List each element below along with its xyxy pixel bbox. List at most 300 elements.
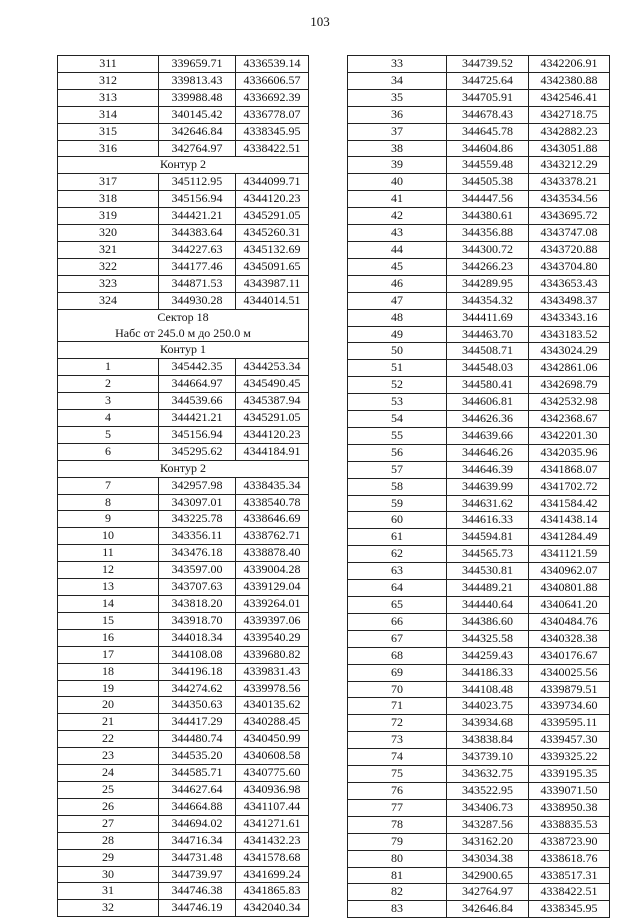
x-coordinate-cell: 343739.10 xyxy=(447,749,529,766)
table-row xyxy=(348,580,610,597)
coordinates-table-left xyxy=(57,55,309,917)
point-number-cell: 79 xyxy=(348,833,447,850)
table-row xyxy=(348,157,610,174)
point-number-cell: 24 xyxy=(58,765,159,782)
point-number-cell: 76 xyxy=(348,782,447,799)
y-coordinate-cell: 4343183.52 xyxy=(529,326,610,343)
x-coordinate-cell: 344646.39 xyxy=(447,461,529,478)
point-number-cell: 80 xyxy=(348,850,447,867)
y-coordinate-cell: 4336606.57 xyxy=(236,72,309,89)
x-coordinate-cell: 344421.21 xyxy=(159,208,236,225)
table-row xyxy=(348,123,610,140)
table-row xyxy=(348,444,610,461)
x-coordinate-cell: 344380.61 xyxy=(447,208,529,225)
x-coordinate-cell: 344018.34 xyxy=(159,629,236,646)
table-row xyxy=(348,630,610,647)
table-row xyxy=(348,495,610,512)
section-heading: Набс от 245.0 м до 250.0 м xyxy=(58,326,309,342)
table-row xyxy=(58,106,309,123)
table-row xyxy=(58,900,309,917)
point-number-cell: 70 xyxy=(348,681,447,698)
table-row xyxy=(58,663,309,680)
table-row xyxy=(348,377,610,394)
table-row xyxy=(348,766,610,783)
x-coordinate-cell: 344626.36 xyxy=(447,411,529,428)
x-coordinate-cell: 339988.48 xyxy=(159,89,236,106)
table-row xyxy=(58,866,309,883)
point-number-cell: 39 xyxy=(348,157,447,174)
y-coordinate-cell: 4343987.11 xyxy=(236,275,309,292)
y-coordinate-cell: 4338517.31 xyxy=(529,867,610,884)
y-coordinate-cell: 4341438.14 xyxy=(529,512,610,529)
point-number-cell: 48 xyxy=(348,309,447,326)
table-row xyxy=(348,191,610,208)
x-coordinate-cell: 344530.81 xyxy=(447,563,529,580)
point-number-cell: 8 xyxy=(58,494,159,511)
y-coordinate-cell: 4341432.23 xyxy=(236,832,309,849)
y-coordinate-cell: 4340936.98 xyxy=(236,781,309,798)
y-coordinate-cell: 4344253.34 xyxy=(236,359,309,376)
table-row xyxy=(58,140,309,157)
x-coordinate-cell: 342646.84 xyxy=(159,123,236,140)
y-coordinate-cell: 4338835.53 xyxy=(529,816,610,833)
point-number-cell: 58 xyxy=(348,478,447,495)
y-coordinate-cell: 4336778.07 xyxy=(236,106,309,123)
table-row xyxy=(348,258,610,275)
table-row xyxy=(58,697,309,714)
y-coordinate-cell: 4338723.90 xyxy=(529,833,610,850)
y-coordinate-cell: 4343378.21 xyxy=(529,174,610,191)
table-row xyxy=(348,884,610,901)
y-coordinate-cell: 4345091.65 xyxy=(236,258,309,275)
y-coordinate-cell: 4338762.71 xyxy=(236,528,309,545)
y-coordinate-cell: 4342546.41 xyxy=(529,89,610,106)
y-coordinate-cell: 4343212.29 xyxy=(529,157,610,174)
point-number-cell: 314 xyxy=(58,106,159,123)
table-row xyxy=(58,410,309,427)
x-coordinate-cell: 343287.56 xyxy=(447,816,529,833)
point-number-cell: 60 xyxy=(348,512,447,529)
y-coordinate-cell: 4343695.72 xyxy=(529,208,610,225)
x-coordinate-cell: 344616.33 xyxy=(447,512,529,529)
point-number-cell: 320 xyxy=(58,225,159,242)
x-coordinate-cell: 344631.62 xyxy=(447,495,529,512)
table-row xyxy=(348,174,610,191)
x-coordinate-cell: 344108.08 xyxy=(159,646,236,663)
point-number-cell: 74 xyxy=(348,749,447,766)
point-number-cell: 82 xyxy=(348,884,447,901)
point-number-cell: 51 xyxy=(348,360,447,377)
point-number-cell: 44 xyxy=(348,241,447,258)
table-row xyxy=(348,833,610,850)
point-number-cell: 67 xyxy=(348,630,447,647)
point-number-cell: 29 xyxy=(58,849,159,866)
table-row xyxy=(348,867,610,884)
y-coordinate-cell: 4341107.44 xyxy=(236,798,309,815)
table-row xyxy=(348,546,610,563)
x-coordinate-cell: 343225.78 xyxy=(159,511,236,528)
table-row xyxy=(58,596,309,613)
y-coordinate-cell: 4344120.23 xyxy=(236,426,309,443)
x-coordinate-cell: 344386.60 xyxy=(447,613,529,630)
table-row xyxy=(58,123,309,140)
x-coordinate-cell: 344440.64 xyxy=(447,597,529,614)
table-row xyxy=(348,850,610,867)
table-row xyxy=(348,613,610,630)
x-coordinate-cell: 343476.18 xyxy=(159,545,236,562)
x-coordinate-cell: 344489.21 xyxy=(447,580,529,597)
point-number-cell: 41 xyxy=(348,191,447,208)
x-coordinate-cell: 344678.43 xyxy=(447,106,529,123)
point-number-cell: 56 xyxy=(348,444,447,461)
table-row xyxy=(348,461,610,478)
point-number-cell: 81 xyxy=(348,867,447,884)
y-coordinate-cell: 4341284.49 xyxy=(529,529,610,546)
y-coordinate-cell: 4343343.16 xyxy=(529,309,610,326)
table-row xyxy=(348,749,610,766)
point-number-cell: 324 xyxy=(58,292,159,309)
section-heading-row xyxy=(58,460,309,477)
y-coordinate-cell: 4340328.38 xyxy=(529,630,610,647)
section-heading-row xyxy=(58,309,309,325)
table-row xyxy=(348,512,610,529)
point-number-cell: 54 xyxy=(348,411,447,428)
x-coordinate-cell: 345156.94 xyxy=(159,426,236,443)
y-coordinate-cell: 4340176.67 xyxy=(529,647,610,664)
section-heading-row xyxy=(58,342,309,359)
point-number-cell: 36 xyxy=(348,106,447,123)
point-number-cell: 317 xyxy=(58,174,159,191)
point-number-cell: 42 xyxy=(348,208,447,225)
y-coordinate-cell: 4343498.37 xyxy=(529,292,610,309)
point-number-cell: 63 xyxy=(348,563,447,580)
point-number-cell: 20 xyxy=(58,697,159,714)
y-coordinate-cell: 4339397.06 xyxy=(236,612,309,629)
point-number-cell: 65 xyxy=(348,597,447,614)
table-row xyxy=(58,359,309,376)
x-coordinate-cell: 344606.81 xyxy=(447,394,529,411)
y-coordinate-cell: 4341699.24 xyxy=(236,866,309,883)
y-coordinate-cell: 4338422.51 xyxy=(529,884,610,901)
x-coordinate-cell: 342764.97 xyxy=(159,140,236,157)
table-row xyxy=(58,275,309,292)
section-heading-row xyxy=(58,326,309,342)
point-number-cell: 321 xyxy=(58,241,159,258)
y-coordinate-cell: 4338435.34 xyxy=(236,477,309,494)
table-row xyxy=(58,832,309,849)
x-coordinate-cell: 344417.29 xyxy=(159,714,236,731)
y-coordinate-cell: 4343747.08 xyxy=(529,225,610,242)
x-coordinate-cell: 344565.73 xyxy=(447,546,529,563)
point-number-cell: 323 xyxy=(58,275,159,292)
point-number-cell: 35 xyxy=(348,89,447,106)
table-row xyxy=(348,106,610,123)
x-coordinate-cell: 344227.63 xyxy=(159,241,236,258)
point-number-cell: 313 xyxy=(58,89,159,106)
x-coordinate-cell: 343818.20 xyxy=(159,596,236,613)
table-row xyxy=(348,241,610,258)
point-number-cell: 1 xyxy=(58,359,159,376)
y-coordinate-cell: 4338422.51 xyxy=(236,140,309,157)
y-coordinate-cell: 4342532.98 xyxy=(529,394,610,411)
x-coordinate-cell: 344559.48 xyxy=(447,157,529,174)
table-row xyxy=(58,191,309,208)
point-number-cell: 57 xyxy=(348,461,447,478)
y-coordinate-cell: 4340962.07 xyxy=(529,563,610,580)
table-row xyxy=(348,647,610,664)
table-row xyxy=(348,698,610,715)
table-row xyxy=(348,394,610,411)
y-coordinate-cell: 4344184.91 xyxy=(236,443,309,460)
table-row xyxy=(58,208,309,225)
y-coordinate-cell: 4339071.50 xyxy=(529,782,610,799)
y-coordinate-cell: 4341584.42 xyxy=(529,495,610,512)
x-coordinate-cell: 344716.34 xyxy=(159,832,236,849)
table-row xyxy=(58,612,309,629)
table-row xyxy=(348,343,610,360)
point-number-cell: 50 xyxy=(348,343,447,360)
table-row xyxy=(58,376,309,393)
x-coordinate-cell: 344266.23 xyxy=(447,258,529,275)
table-row xyxy=(58,225,309,242)
y-coordinate-cell: 4341578.68 xyxy=(236,849,309,866)
table-row xyxy=(58,579,309,596)
x-coordinate-cell: 344289.95 xyxy=(447,275,529,292)
x-coordinate-cell: 345442.35 xyxy=(159,359,236,376)
section-heading: Контур 2 xyxy=(58,157,309,174)
point-number-cell: 78 xyxy=(348,816,447,833)
table-row xyxy=(58,494,309,511)
x-coordinate-cell: 345295.62 xyxy=(159,443,236,460)
table-row xyxy=(58,629,309,646)
x-coordinate-cell: 344447.56 xyxy=(447,191,529,208)
y-coordinate-cell: 4342206.91 xyxy=(529,56,610,73)
y-coordinate-cell: 4345291.05 xyxy=(236,410,309,427)
table-row xyxy=(58,680,309,697)
point-number-cell: 3 xyxy=(58,393,159,410)
point-number-cell: 69 xyxy=(348,664,447,681)
point-number-cell: 75 xyxy=(348,766,447,783)
y-coordinate-cell: 4344120.23 xyxy=(236,191,309,208)
point-number-cell: 34 xyxy=(348,72,447,89)
point-number-cell: 52 xyxy=(348,377,447,394)
table-row xyxy=(58,646,309,663)
point-number-cell: 4 xyxy=(58,410,159,427)
y-coordinate-cell: 4342040.34 xyxy=(236,900,309,917)
y-coordinate-cell: 4345490.45 xyxy=(236,376,309,393)
y-coordinate-cell: 4345260.31 xyxy=(236,225,309,242)
y-coordinate-cell: 4343534.56 xyxy=(529,191,610,208)
point-number-cell: 47 xyxy=(348,292,447,309)
x-coordinate-cell: 344746.19 xyxy=(159,900,236,917)
x-coordinate-cell: 344535.20 xyxy=(159,748,236,765)
table-row xyxy=(348,478,610,495)
table-row xyxy=(348,901,610,918)
point-number-cell: 6 xyxy=(58,443,159,460)
table-row xyxy=(348,140,610,157)
y-coordinate-cell: 4339325.22 xyxy=(529,749,610,766)
x-coordinate-cell: 344739.52 xyxy=(447,56,529,73)
x-coordinate-cell: 344639.66 xyxy=(447,427,529,444)
point-number-cell: 27 xyxy=(58,815,159,832)
table-row xyxy=(58,477,309,494)
x-coordinate-cell: 340145.42 xyxy=(159,106,236,123)
x-coordinate-cell: 344383.64 xyxy=(159,225,236,242)
x-coordinate-cell: 344508.71 xyxy=(447,343,529,360)
x-coordinate-cell: 343838.84 xyxy=(447,732,529,749)
y-coordinate-cell: 4340450.99 xyxy=(236,731,309,748)
x-coordinate-cell: 342900.65 xyxy=(447,867,529,884)
y-coordinate-cell: 4340135.62 xyxy=(236,697,309,714)
coordinates-table-right xyxy=(347,55,610,918)
y-coordinate-cell: 4344099.71 xyxy=(236,174,309,191)
x-coordinate-cell: 345156.94 xyxy=(159,191,236,208)
table-row xyxy=(348,782,610,799)
table-row xyxy=(58,562,309,579)
x-coordinate-cell: 344259.43 xyxy=(447,647,529,664)
y-coordinate-cell: 4340641.20 xyxy=(529,597,610,614)
table-row xyxy=(348,72,610,89)
x-coordinate-cell: 344664.97 xyxy=(159,376,236,393)
section-heading: Контур 2 xyxy=(58,460,309,477)
y-coordinate-cell: 4338646.69 xyxy=(236,511,309,528)
table-row xyxy=(58,883,309,900)
y-coordinate-cell: 4339978.56 xyxy=(236,680,309,697)
x-coordinate-cell: 344186.33 xyxy=(447,664,529,681)
x-coordinate-cell: 343097.01 xyxy=(159,494,236,511)
y-coordinate-cell: 4340608.58 xyxy=(236,748,309,765)
point-number-cell: 9 xyxy=(58,511,159,528)
x-coordinate-cell: 344645.78 xyxy=(447,123,529,140)
x-coordinate-cell: 343918.70 xyxy=(159,612,236,629)
x-coordinate-cell: 344705.91 xyxy=(447,89,529,106)
point-number-cell: 72 xyxy=(348,715,447,732)
y-coordinate-cell: 4339734.60 xyxy=(529,698,610,715)
y-coordinate-cell: 4341868.07 xyxy=(529,461,610,478)
y-coordinate-cell: 4339129.04 xyxy=(236,579,309,596)
point-number-cell: 62 xyxy=(348,546,447,563)
point-number-cell: 312 xyxy=(58,72,159,89)
x-coordinate-cell: 344421.21 xyxy=(159,410,236,427)
y-coordinate-cell: 4339879.51 xyxy=(529,681,610,698)
table-row xyxy=(58,241,309,258)
y-coordinate-cell: 4342861.06 xyxy=(529,360,610,377)
table-row xyxy=(58,765,309,782)
table-row xyxy=(58,748,309,765)
x-coordinate-cell: 343034.38 xyxy=(447,850,529,867)
point-number-cell: 7 xyxy=(58,477,159,494)
point-number-cell: 71 xyxy=(348,698,447,715)
table-row xyxy=(348,681,610,698)
y-coordinate-cell: 4341271.61 xyxy=(236,815,309,832)
x-coordinate-cell: 343934.68 xyxy=(447,715,529,732)
table-row xyxy=(58,72,309,89)
table-row xyxy=(348,326,610,343)
x-coordinate-cell: 344604.86 xyxy=(447,140,529,157)
y-coordinate-cell: 4340484.76 xyxy=(529,613,610,630)
point-number-cell: 38 xyxy=(348,140,447,157)
x-coordinate-cell: 344274.62 xyxy=(159,680,236,697)
y-coordinate-cell: 4343024.29 xyxy=(529,343,610,360)
y-coordinate-cell: 4339195.35 xyxy=(529,766,610,783)
x-coordinate-cell: 344580.41 xyxy=(447,377,529,394)
table-row xyxy=(348,816,610,833)
point-number-cell: 25 xyxy=(58,781,159,798)
point-number-cell: 322 xyxy=(58,258,159,275)
table-row xyxy=(348,715,610,732)
page-number: 103 xyxy=(310,14,330,29)
table-row xyxy=(348,427,610,444)
table-row xyxy=(58,426,309,443)
point-number-cell: 66 xyxy=(348,613,447,630)
x-coordinate-cell: 344196.18 xyxy=(159,663,236,680)
table-row xyxy=(58,393,309,410)
point-number-cell: 311 xyxy=(58,56,159,73)
table-row xyxy=(348,411,610,428)
x-coordinate-cell: 344627.64 xyxy=(159,781,236,798)
section-heading-row xyxy=(58,157,309,174)
y-coordinate-cell: 4343653.43 xyxy=(529,275,610,292)
point-number-cell: 11 xyxy=(58,545,159,562)
table-row xyxy=(58,292,309,309)
x-coordinate-cell: 344108.48 xyxy=(447,681,529,698)
x-coordinate-cell: 344356.88 xyxy=(447,225,529,242)
y-coordinate-cell: 4339004.28 xyxy=(236,562,309,579)
point-number-cell: 13 xyxy=(58,579,159,596)
y-coordinate-cell: 4338540.78 xyxy=(236,494,309,511)
section-heading: Сектор 18 xyxy=(58,309,309,325)
point-number-cell: 14 xyxy=(58,596,159,613)
point-number-cell: 77 xyxy=(348,799,447,816)
y-coordinate-cell: 4345387.94 xyxy=(236,393,309,410)
table-row xyxy=(58,56,309,73)
table-row xyxy=(58,258,309,275)
x-coordinate-cell: 344505.38 xyxy=(447,174,529,191)
y-coordinate-cell: 4340801.88 xyxy=(529,580,610,597)
y-coordinate-cell: 4342380.88 xyxy=(529,72,610,89)
y-coordinate-cell: 4341702.72 xyxy=(529,478,610,495)
table-row xyxy=(348,275,610,292)
y-coordinate-cell: 4341121.59 xyxy=(529,546,610,563)
y-coordinate-cell: 4339457.30 xyxy=(529,732,610,749)
table-row xyxy=(58,511,309,528)
point-number-cell: 316 xyxy=(58,140,159,157)
y-coordinate-cell: 4342201.30 xyxy=(529,427,610,444)
x-coordinate-cell: 344664.88 xyxy=(159,798,236,815)
x-coordinate-cell: 342764.97 xyxy=(447,884,529,901)
table-row xyxy=(348,597,610,614)
x-coordinate-cell: 344480.74 xyxy=(159,731,236,748)
y-coordinate-cell: 4340775.60 xyxy=(236,765,309,782)
y-coordinate-cell: 4345291.05 xyxy=(236,208,309,225)
point-number-cell: 22 xyxy=(58,731,159,748)
point-number-cell: 2 xyxy=(58,376,159,393)
x-coordinate-cell: 343162.20 xyxy=(447,833,529,850)
point-number-cell: 5 xyxy=(58,426,159,443)
table-row xyxy=(58,781,309,798)
x-coordinate-cell: 344646.26 xyxy=(447,444,529,461)
y-coordinate-cell: 4342882.23 xyxy=(529,123,610,140)
point-number-cell: 10 xyxy=(58,528,159,545)
x-coordinate-cell: 339813.43 xyxy=(159,72,236,89)
table-row xyxy=(348,225,610,242)
y-coordinate-cell: 4344014.51 xyxy=(236,292,309,309)
x-coordinate-cell: 345112.95 xyxy=(159,174,236,191)
table-row xyxy=(58,849,309,866)
point-number-cell: 40 xyxy=(348,174,447,191)
y-coordinate-cell: 4339595.11 xyxy=(529,715,610,732)
y-coordinate-cell: 4340025.56 xyxy=(529,664,610,681)
